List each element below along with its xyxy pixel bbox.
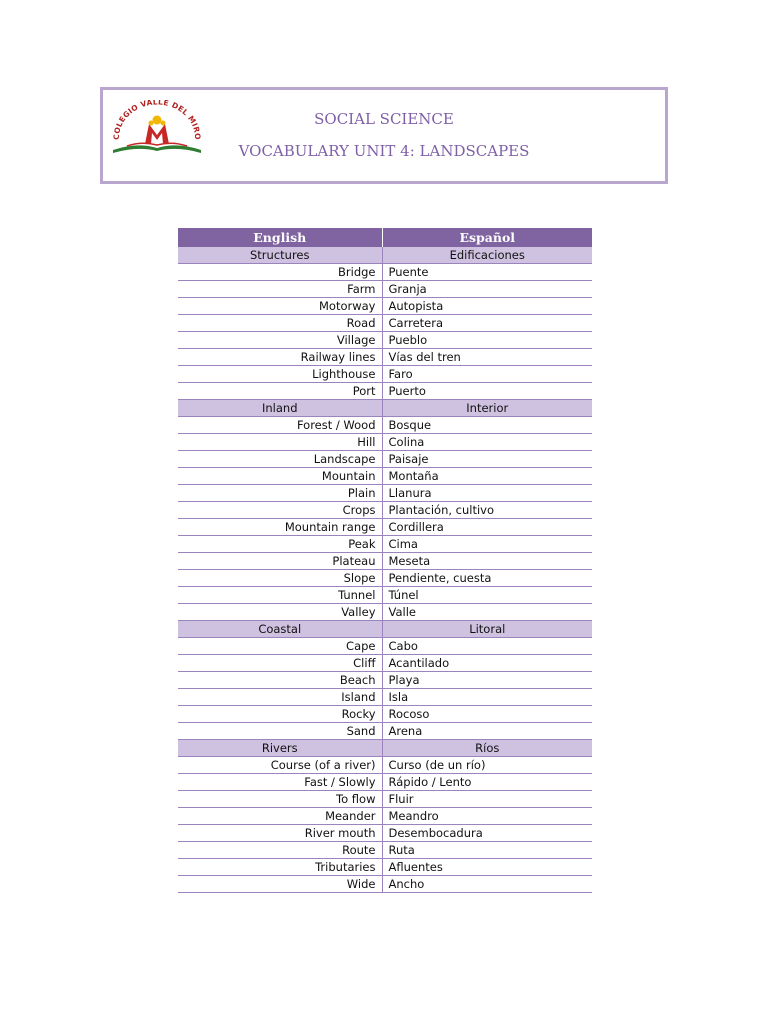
english-term: Village [178,332,382,349]
table-row [178,434,592,451]
table-row [178,604,592,621]
spanish-term: Plantación, cultivo [382,502,592,519]
table-row [178,264,592,281]
table-row [178,298,592,315]
table-row [178,706,592,723]
spanish-term: Vías del tren [382,349,592,366]
spanish-term: Cordillera [382,519,592,536]
english-term: Valley [178,604,382,621]
english-term: Forest / Wood [178,417,382,434]
section-label-english: Inland [178,400,382,417]
spanish-term: Autopista [382,298,592,315]
spanish-term: Acantilado [382,655,592,672]
spanish-term: Fluir [382,791,592,808]
english-term: Mountain [178,468,382,485]
spanish-term: Cima [382,536,592,553]
column-header-spanish: Español [382,228,592,247]
english-term: Rocky [178,706,382,723]
document-title: SOCIAL SCIENCE [314,110,454,128]
english-term: Wide [178,876,382,893]
table-row [178,536,592,553]
spanish-term: Llanura [382,485,592,502]
spanish-term: Rocoso [382,706,592,723]
table-row [178,570,592,587]
table-row [178,774,592,791]
english-term: Tributaries [178,859,382,876]
english-term: Route [178,842,382,859]
english-term: Landscape [178,451,382,468]
english-term: Cliff [178,655,382,672]
english-term: Island [178,689,382,706]
spanish-term: Pendiente, cuesta [382,570,592,587]
table-row [178,672,592,689]
column-header-english: English [178,228,382,247]
english-term: Crops [178,502,382,519]
spanish-term: Afluentes [382,859,592,876]
table-row [178,485,592,502]
table-row [178,451,592,468]
english-term: Plain [178,485,382,502]
document-header [100,87,668,184]
table-row [178,791,592,808]
spanish-term: Playa [382,672,592,689]
english-term: Bridge [178,264,382,281]
table-row [178,638,592,655]
section-label-english: Rivers [178,740,382,757]
table-row [178,553,592,570]
spanish-term: Faro [382,366,592,383]
spanish-term: Meandro [382,808,592,825]
english-term: Beach [178,672,382,689]
english-term: Cape [178,638,382,655]
english-term: To flow [178,791,382,808]
english-term: Motorway [178,298,382,315]
section-label-spanish: Interior [382,400,592,417]
table-row [178,417,592,434]
english-term: Hill [178,434,382,451]
spanish-term: Valle [382,604,592,621]
spanish-term: Granja [382,281,592,298]
section-label-spanish: Litoral [382,621,592,638]
spanish-term: Pueblo [382,332,592,349]
spanish-term: Arena [382,723,592,740]
section-row [178,400,592,417]
spanish-term: Isla [382,689,592,706]
table-row [178,332,592,349]
table-row [178,281,592,298]
spanish-term: Paisaje [382,451,592,468]
vocabulary-table [178,228,592,893]
english-term: Plateau [178,553,382,570]
table-body [178,247,592,893]
spanish-term: Túnel [382,587,592,604]
section-row [178,740,592,757]
english-term: Road [178,315,382,332]
english-term: Course (of a river) [178,757,382,774]
spanish-term: Curso (de un río) [382,757,592,774]
spanish-term: Puente [382,264,592,281]
table-row [178,366,592,383]
english-term: Peak [178,536,382,553]
table-row [178,655,592,672]
table-row [178,842,592,859]
logo-text: COLEGIO VALLE DEL MIRO [111,100,203,141]
section-row [178,621,592,638]
english-term: Port [178,383,382,400]
english-term: Tunnel [178,587,382,604]
english-term: Mountain range [178,519,382,536]
table-row [178,757,592,774]
table-row [178,315,592,332]
table-row [178,468,592,485]
spanish-term: Meseta [382,553,592,570]
english-term: Fast / Slowly [178,774,382,791]
table-row [178,808,592,825]
english-term: Meander [178,808,382,825]
english-term: Lighthouse [178,366,382,383]
english-term: Farm [178,281,382,298]
table-row [178,876,592,893]
spanish-term: Desembocadura [382,825,592,842]
section-label-spanish: Ríos [382,740,592,757]
table-row [178,502,592,519]
table-row [178,689,592,706]
document-subtitle: VOCABULARY UNIT 4: LANDSCAPES [238,142,530,160]
spanish-term: Ancho [382,876,592,893]
table-row [178,825,592,842]
table-header-row [178,228,592,247]
spanish-term: Cabo [382,638,592,655]
spanish-term: Puerto [382,383,592,400]
english-term: River mouth [178,825,382,842]
section-label-english: Coastal [178,621,382,638]
spanish-term: Bosque [382,417,592,434]
spanish-term: Ruta [382,842,592,859]
section-label-spanish: Edificaciones [382,247,592,264]
table-row [178,383,592,400]
spanish-term: Colina [382,434,592,451]
english-term: Slope [178,570,382,587]
english-term: Railway lines [178,349,382,366]
spanish-term: Carretera [382,315,592,332]
section-label-english: Structures [178,247,382,264]
english-term: Sand [178,723,382,740]
table-row [178,723,592,740]
section-row [178,247,592,264]
table-row [178,587,592,604]
spanish-term: Rápido / Lento [382,774,592,791]
table-row [178,859,592,876]
spanish-term: Montaña [382,468,592,485]
table-row [178,519,592,536]
table-row [178,349,592,366]
